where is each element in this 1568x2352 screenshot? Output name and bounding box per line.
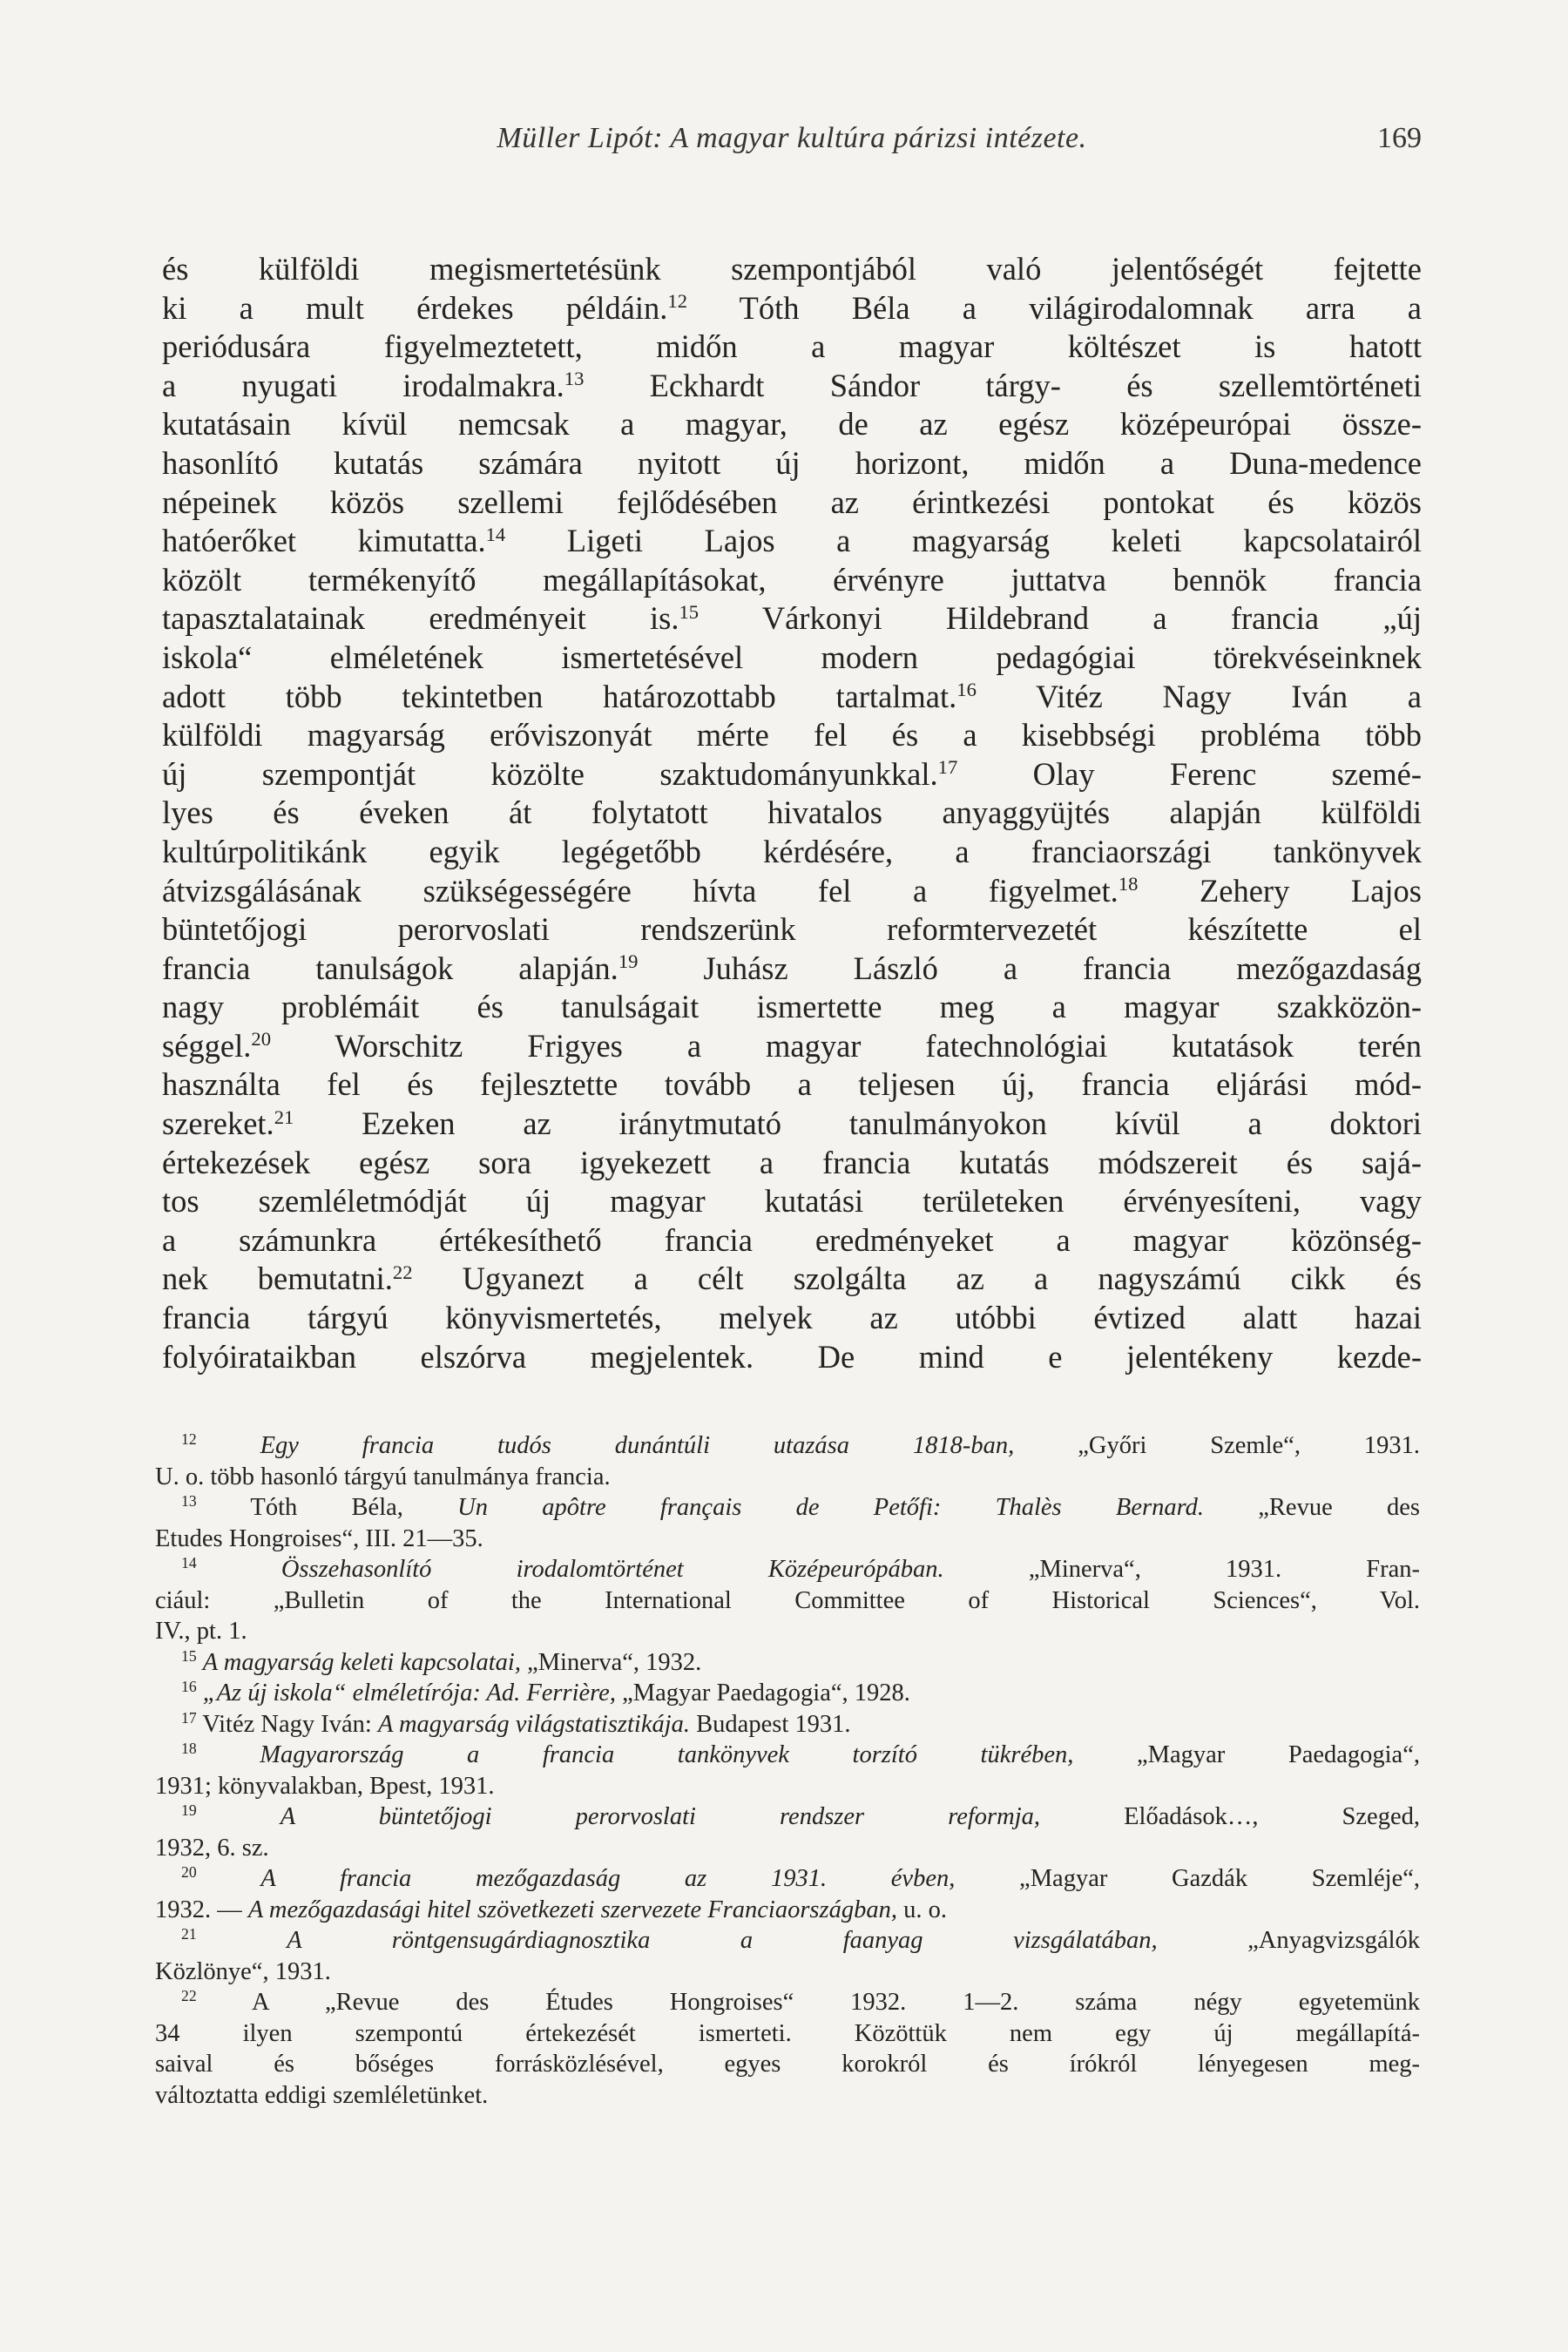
footnote (155, 1678, 1420, 1709)
footnote (155, 1709, 1420, 1740)
text-run: közölt termékenyítő megállapításokat, érvényre juttatva bennök francia (162, 561, 1422, 598)
body-line (162, 483, 1422, 523)
text-run: „Magyar Gazdák Szemléje“, (955, 1865, 1420, 1892)
footnote-marker: 21 (274, 1105, 294, 1128)
body-line (162, 833, 1422, 872)
body-line (162, 561, 1422, 600)
body-line (162, 250, 1422, 289)
footnote (155, 1492, 1420, 1554)
italic-text: A francia mezőgazdaság az 1931. évben, (260, 1865, 956, 1892)
footnote (155, 1554, 1420, 1647)
body-line (162, 444, 1422, 483)
footnote-marker: 14 (181, 1554, 197, 1572)
footnote (155, 1801, 1420, 1863)
footnote-marker: 13 (181, 1492, 197, 1511)
text-run: Etudes Hongroises“, III. 21—35. (155, 1524, 483, 1552)
text-run: átvizsgálásának szükségességére hívta fel a figyelmet. (162, 872, 1119, 909)
footnote-marker: 17 (181, 1708, 197, 1727)
text-run: Tóth Béla, (196, 1494, 458, 1521)
page-number: 169 (1377, 122, 1422, 154)
footnote-marker: 20 (181, 1863, 197, 1882)
text-run: nek bemutatni. (162, 1260, 393, 1297)
footnote-line (155, 1771, 1420, 1802)
text-run: saival és bőséges forrásközlésével, egyes korokról és írókról lényegesen meg- (155, 2051, 1420, 2078)
text-run: hasonlító kutatás számára nyitott új horizont, midőn a Duna-medence (162, 444, 1422, 481)
footnote-line (155, 1678, 1420, 1709)
text-run: változtatta eddigi szemléletünket. (155, 2081, 489, 2109)
text-run: periódusára figyelmeztetett, midőn a magyar költészet is hatott (162, 328, 1422, 365)
text-run: A „Revue des Études Hongroises“ 1932. 1—2. száma négy egyetemünk (196, 1989, 1420, 2016)
italic-text: A mezőgazdasági hitel szövetkezeti szervezete Franciaországban, (247, 1896, 897, 1923)
text-run: „Revue des (1203, 1494, 1420, 1521)
text-run: Várkonyi Hildebrand a francia „új (699, 600, 1422, 637)
body-text (162, 250, 1422, 1376)
text-run: Közlönye“, 1931. (155, 1957, 331, 1985)
footnote-line (155, 1524, 1420, 1555)
footnote-line (155, 1647, 1420, 1679)
italic-text: A röntgensugárdiagnosztika a faanyag vizsgálatában, (287, 1927, 1158, 1954)
body-line (162, 328, 1422, 367)
footnote (155, 1430, 1420, 1492)
body-line (162, 1299, 1422, 1338)
footnote-marker: 18 (1118, 873, 1139, 896)
body-line (162, 678, 1422, 717)
body-line (162, 1260, 1422, 1299)
body-line (162, 1182, 1422, 1221)
footnote-line (155, 1895, 1420, 1926)
footnote-line (155, 1925, 1420, 1957)
footnote-line (155, 1492, 1420, 1524)
footnote-marker: 15 (181, 1646, 197, 1665)
text-run (197, 1927, 287, 1954)
footnote-marker: 21 (181, 1925, 197, 1943)
text-run: ciául: „Bulletin of the International Committee of Historical Sciences“, Vol. (155, 1586, 1420, 1614)
text-run: Ligeti Lajos a magyarság keleti kapcsolatairól (505, 523, 1422, 559)
italic-text: Un apôtre français de Petőfi: Thalès Bernard. (457, 1494, 1204, 1521)
body-line (162, 639, 1422, 678)
footnote-line (155, 1709, 1420, 1740)
body-line (162, 1338, 1422, 1377)
footnote-line (155, 1987, 1420, 2018)
text-run: Előadások…, Szeged, (1040, 1803, 1420, 1830)
text-run (197, 1865, 261, 1892)
text-run: Juhász László a francia mezőgazdaság (638, 950, 1422, 986)
body-line (162, 289, 1422, 328)
footnote-line (155, 1430, 1420, 1462)
body-line (162, 988, 1422, 1027)
footnote-marker: 14 (485, 523, 506, 545)
body-line (162, 1065, 1422, 1105)
text-run: 1932, 6. sz. (155, 1834, 269, 1862)
footnote (155, 1863, 1420, 1925)
text-run: Worschitz Frigyes a magyar fatechnológiai kutatások terén (271, 1027, 1422, 1064)
running-title: Müller Lipót: A magyar kultúra párizsi intézete. (497, 122, 1087, 154)
footnote-line (155, 1585, 1420, 1617)
text-run: u. o. (897, 1896, 947, 1923)
body-line (162, 1027, 1422, 1066)
footnote-line (155, 2018, 1420, 2050)
text-run: „Minerva“, 1932. (520, 1648, 702, 1676)
text-run (197, 1680, 203, 1707)
text-run: U. o. több hasonló tárgyú tanulmánya francia. (155, 1463, 611, 1490)
footnote-marker: 15 (679, 600, 700, 623)
italic-text: A magyarság világstatisztikája. (377, 1710, 691, 1738)
body-line (162, 910, 1422, 950)
footnote-line (155, 1833, 1420, 1864)
text-run: nagy problémáit és tanulságait ismertette meg a magyar szakközön- (162, 989, 1422, 1025)
footnote-line (155, 1554, 1420, 1585)
text-run: folyóirataikban elszórva megjelentek. De mind e jelentékeny kezde- (162, 1338, 1422, 1375)
text-run: „Magyar Paedagogia“, 1928. (615, 1680, 910, 1707)
body-line (162, 522, 1422, 561)
text-run: Vitéz Nagy Iván a (976, 678, 1422, 714)
text-run: népeinek közös szellemi fejlődésében az érintkezési pontokat és közös (162, 483, 1422, 520)
body-line (162, 1221, 1422, 1260)
running-head (162, 122, 1422, 166)
footnote-line (155, 1863, 1420, 1895)
footnote (155, 1987, 1420, 2111)
body-line (162, 755, 1422, 794)
text-run: kutatásain kívül nemcsak a magyar, de az egész középeurópai össze- (162, 406, 1422, 443)
footnote-line (155, 1462, 1420, 1493)
italic-text: A magyarság keleti kapcsolatai, (202, 1648, 521, 1676)
text-run: hatóerőket kimutatta. (162, 523, 486, 559)
footnote-marker: 12 (667, 290, 687, 313)
text-run: ki a mult érdekes példáin. (162, 289, 668, 326)
footnote-line (155, 1801, 1420, 1833)
text-run: a nyugati irodalmakra. (162, 367, 564, 403)
text-run: kultúrpolitikánk egyik legégetőbb kérdésére, a franciaországi tankönyvek (162, 833, 1422, 869)
text-run: Tóth Béla a világirodalomnak arra a (687, 289, 1422, 326)
text-run: használta fel és fejlesztette tovább a teljesen új, francia eljárási mód- (162, 1066, 1422, 1103)
body-line (162, 716, 1422, 755)
text-run: „Győri Szemle“, 1931. (1014, 1432, 1420, 1459)
footnote-line (155, 2080, 1420, 2112)
italic-text: Egy francia tudós dunántúli utazása 1818-ban, (260, 1432, 1015, 1459)
text-run: Vitéz Nagy Iván: (196, 1710, 378, 1738)
footnote-marker: 20 (251, 1028, 271, 1051)
text-run: francia tárgyú könyvismertetés, melyek az utóbbi évtized alatt hazai (162, 1300, 1422, 1336)
italic-text: Összehasonlító irodalomtörténet Középeurópában. (280, 1556, 944, 1583)
text-run: büntetőjogi perorvoslati rendszerünk reformtervezetét készítette el (162, 911, 1422, 948)
footnote (155, 1740, 1420, 1801)
text-run (197, 1741, 260, 1768)
footnote-marker: 18 (181, 1740, 197, 1758)
footnote-line (155, 1957, 1420, 1988)
text-run (197, 1432, 260, 1459)
footnote-marker: 19 (618, 950, 639, 973)
text-run: értekezések egész sora igyekezett a francia kutatás módszereit és sajá- (162, 1144, 1422, 1180)
footnote-line (155, 2049, 1420, 2080)
text-run: „Minerva“, 1931. Fran- (943, 1556, 1420, 1583)
body-line (162, 1105, 1422, 1144)
text-run: adott több tekintetben határozottabb tartalmat. (162, 678, 957, 714)
text-run: Budapest 1931. (690, 1710, 851, 1738)
footnote (155, 1925, 1420, 1987)
footnote-marker: 13 (564, 368, 585, 390)
footnote-marker: 17 (937, 756, 958, 779)
text-run: 1931; könyvalakban, Bpest, 1931. (155, 1772, 495, 1800)
footnote-marker: 22 (392, 1261, 413, 1283)
text-run: Zehery Lajos (1138, 872, 1422, 909)
text-run: 1932. — (155, 1896, 248, 1923)
text-run: francia tanulságok alapján. (162, 950, 618, 986)
footnote-line (155, 1616, 1420, 1647)
text-run: tos szemléletmódját új magyar kutatási területeken érvényesíteni, vagy (162, 1183, 1422, 1220)
body-line (162, 794, 1422, 833)
footnote-line (155, 1740, 1420, 1771)
footnote (155, 1647, 1420, 1679)
footnote-marker: 12 (181, 1430, 197, 1449)
body-line (162, 1144, 1422, 1183)
text-run: iskola“ elméletének ismertetésével modern pedagógiai törekvéseinknek (162, 639, 1422, 675)
text-run: IV., pt. 1. (155, 1618, 247, 1645)
body-line (162, 405, 1422, 444)
text-run: Olay Ferenc szemé- (957, 755, 1423, 792)
footnote-marker: 16 (956, 679, 977, 701)
italic-text: Magyarország a francia tankönyvek torzító tükrében, (260, 1741, 1074, 1768)
text-run: lyes és éveken át folytatott hivatalos anyaggyüjtés alapján külföldi (162, 794, 1422, 831)
italic-text: A büntetőjogi perorvoslati rendszer reformja, (280, 1803, 1041, 1830)
text-run (197, 1803, 280, 1830)
text-run: 34 ilyen szempontú értekezését ismerteti. Közöttük nem egy új megállapítá- (155, 2019, 1420, 2047)
text-run: „Anyagvizsgálók (1157, 1927, 1421, 1954)
text-run: séggel. (162, 1027, 252, 1064)
body-line (162, 599, 1422, 639)
body-line (162, 872, 1422, 911)
text-run: tapasztalatainak eredményeit is. (162, 600, 679, 637)
footnote-marker: 16 (181, 1678, 197, 1696)
footnote-marker: 19 (181, 1801, 197, 1820)
text-run: „Magyar Paedagogia“, (1073, 1741, 1420, 1768)
text-run: külföldi magyarság erőviszonyát mérte fel és a kisebbségi probléma több (162, 717, 1422, 754)
text-run: Ezeken az iránytmutató tanulmányokon kívül a doktori (294, 1105, 1422, 1142)
italic-text: „Az új iskola“ elméletírója: Ad. Ferrière, (202, 1680, 616, 1707)
text-run: a számunkra értékesíthető francia eredményeket a magyar közönség- (162, 1221, 1422, 1258)
text-run: és külföldi megismertetésünk szempontjából való jelentőségét fejtette (162, 251, 1422, 287)
body-line (162, 367, 1422, 406)
body-line (162, 950, 1422, 989)
footnotes (155, 1430, 1420, 2111)
text-run: új szempontját közölte szaktudományunkkal. (162, 755, 938, 792)
text-run (197, 1649, 203, 1676)
text-run: szereket. (162, 1105, 274, 1142)
footnote-marker: 22 (181, 1987, 197, 2005)
text-run: Ugyanezt a célt szolgálta az a nagyszámú cikk és (412, 1260, 1422, 1297)
text-run (197, 1556, 281, 1583)
text-run: Eckhardt Sándor tárgy- és szellemtörténeti (584, 367, 1422, 403)
